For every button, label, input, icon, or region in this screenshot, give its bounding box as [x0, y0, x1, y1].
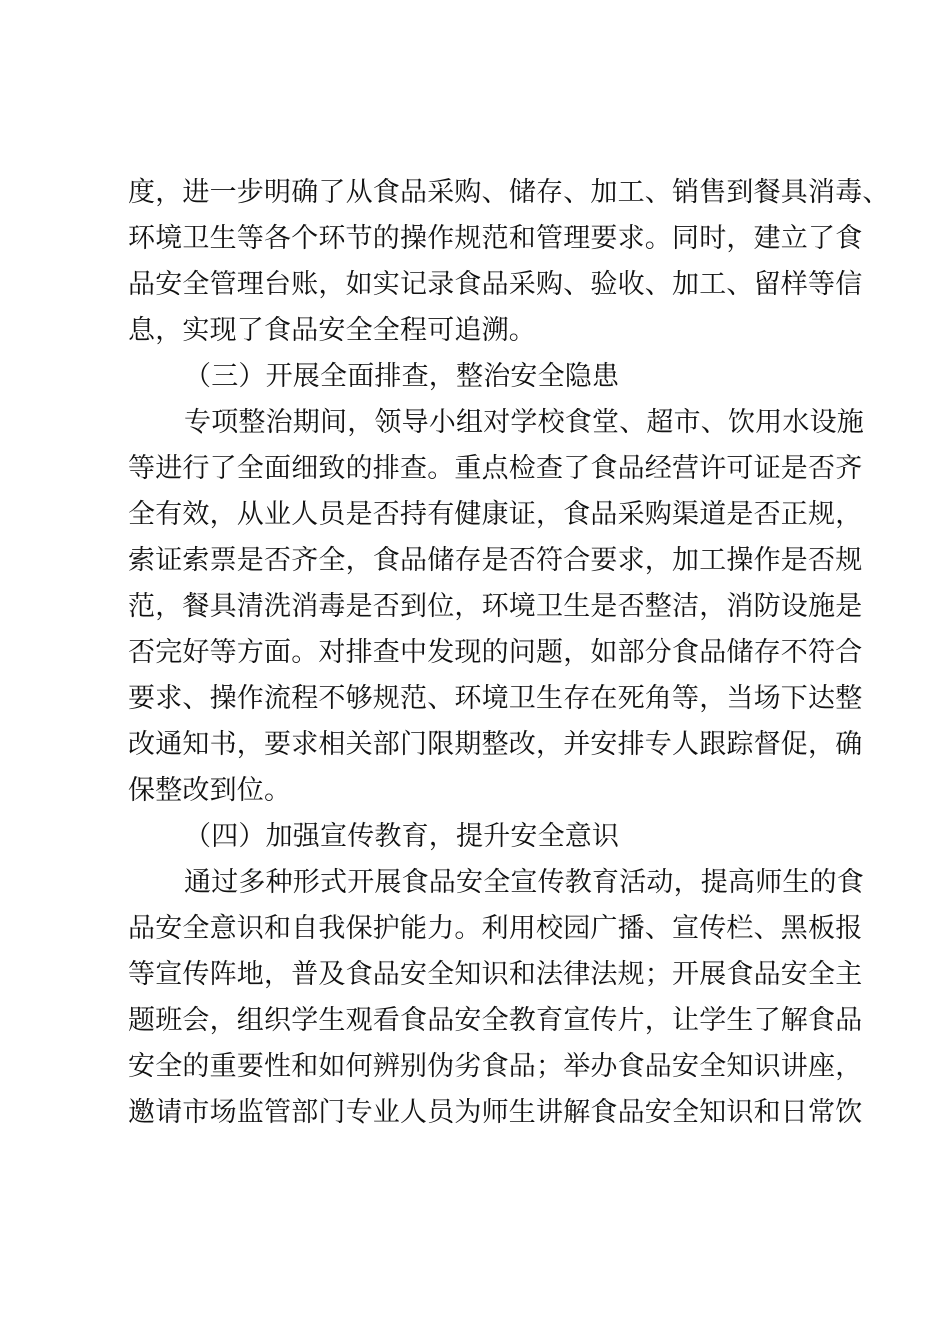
paragraph-line: 专项整治期间，领导小组对学校食堂、超市、饮用水设施: [184, 407, 864, 438]
paragraph-line: 度，进一步明确了从食品采购、储存、加工、销售到餐具消毒、: [128, 177, 890, 208]
document-body: [128, 170, 890, 1136]
section-heading-3: （三）开展全面排查，整治安全隐患: [184, 361, 620, 392]
paragraph-line: 通过多种形式开展食品安全宣传教育活动，提高师生的食: [184, 867, 864, 898]
paragraph-line: 要求、操作流程不够规范、环境卫生存在死角等，当场下达整: [128, 683, 863, 714]
paragraph-line: 邀请市场监管部门专业人员为师生讲解食品安全知识和日常饮: [128, 1097, 863, 1128]
paragraph-line: 改通知书，要求相关部门限期整改，并安排专人跟踪督促，确: [128, 729, 863, 760]
paragraph-line: 题班会，组织学生观看食品安全教育宣传片，让学生了解食品: [128, 1005, 863, 1036]
paragraph-line: 安全的重要性和如何辨别伪劣食品；举办食品安全知识讲座，: [128, 1051, 863, 1082]
paragraph-line: 品安全管理台账，如实记录食品采购、验收、加工、留样等信: [128, 269, 863, 300]
paragraph-line: 等宣传阵地，普及食品安全知识和法律法规；开展食品安全主: [128, 959, 863, 990]
section-heading-4: （四）加强宣传教育，提升安全意识: [184, 821, 620, 852]
paragraph-line: 息，实现了食品安全全程可追溯。: [128, 315, 536, 346]
paragraph-line: 保整改到位。: [128, 775, 292, 806]
paragraph-line: 全有效，从业人员是否持有健康证，食品采购渠道是否正规，: [128, 499, 863, 530]
paragraph-line: 范，餐具清洗消毒是否到位，环境卫生是否整洁，消防设施是: [128, 591, 863, 622]
paragraph-line: 索证索票是否齐全，食品储存是否符合要求，加工操作是否规: [128, 545, 863, 576]
paragraph-line: 否完好等方面。对排查中发现的问题，如部分食品储存不符合: [128, 637, 863, 668]
paragraph-line: 等进行了全面细致的排查。重点检查了食品经营许可证是否齐: [128, 453, 863, 484]
paragraph-line: 品安全意识和自我保护能力。利用校园广播、宣传栏、黑板报: [128, 913, 863, 944]
paragraph-line: 环境卫生等各个环节的操作规范和管理要求。同时，建立了食: [128, 223, 863, 254]
